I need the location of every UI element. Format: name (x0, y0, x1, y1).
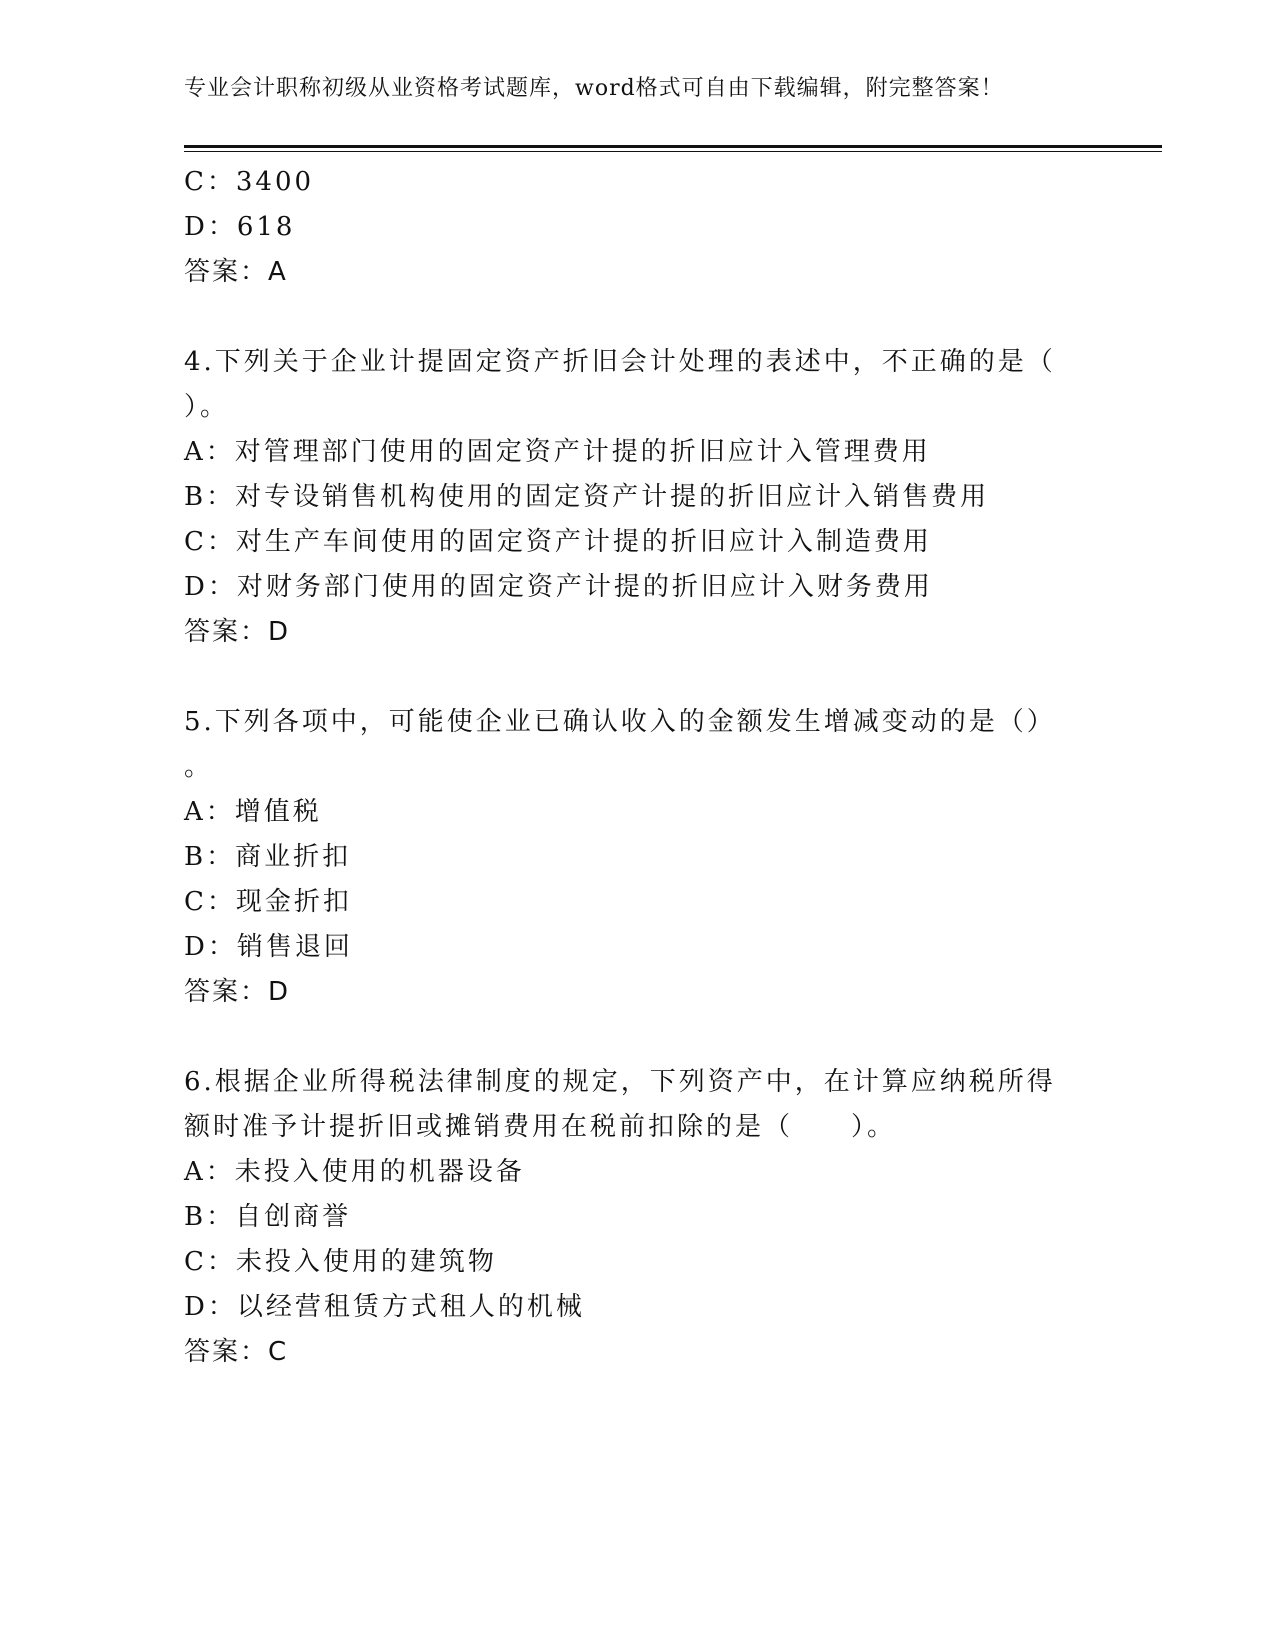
question-4 (184, 340, 1064, 655)
option-c: C：现金折扣 (184, 887, 352, 917)
option-b: B：自创商誉 (184, 1202, 352, 1232)
option-b: B：商业折扣 (184, 842, 352, 872)
option-a: A：未投入使用的机器设备 (184, 1157, 525, 1187)
answer-line: 答案：A (184, 257, 288, 287)
document-body (184, 160, 1064, 1375)
header-rule-thick (184, 145, 1162, 148)
carry-over-block (184, 160, 1064, 295)
header-rule-thin (184, 151, 1162, 152)
option-c: C：3400 (184, 167, 315, 197)
option-d: D：618 (184, 212, 296, 242)
answer-line: 答案：D (184, 977, 291, 1007)
option-b: B：对专设销售机构使用的固定资产计提的折旧应计入销售费用 (184, 482, 990, 512)
question-stem-line2: ）。 (184, 392, 230, 422)
page-header: 专业会计职称初级从业资格考试题库，word格式可自由下载编辑，附完整答案！ (184, 76, 1004, 101)
option-d: D：销售退回 (184, 932, 353, 962)
option-c: C：未投入使用的建筑物 (184, 1247, 497, 1277)
question-stem-line2: 额时准予计提折旧或摊销费用在税前扣除的是（ ）。 (184, 1112, 897, 1142)
answer-line: 答案：C (184, 1337, 289, 1367)
question-stem-line2: 。 (184, 752, 214, 782)
question-stem-line1: 4.下列关于企业计提固定资产折旧会计处理的表述中，不正确的是（ (184, 347, 1056, 377)
spacer (184, 295, 1064, 340)
question-6 (184, 1060, 1064, 1375)
option-d: D：以经营租赁方式租人的机械 (184, 1292, 585, 1322)
spacer (184, 655, 1064, 700)
question-stem-line1: 5.下列各项中，可能使企业已确认收入的金额发生增减变动的是（） (184, 707, 1056, 737)
question-5 (184, 700, 1064, 1015)
answer-line: 答案：D (184, 617, 291, 647)
spacer (184, 1015, 1064, 1060)
option-d: D：对财务部门使用的固定资产计提的折旧应计入财务费用 (184, 572, 933, 602)
option-a: A：对管理部门使用的固定资产计提的折旧应计入管理费用 (184, 437, 931, 467)
option-a: A：增值税 (184, 797, 322, 827)
question-stem-line1: 6.根据企业所得税法律制度的规定，下列资产中，在计算应纳税所得 (184, 1067, 1056, 1097)
option-c: C：对生产车间使用的固定资产计提的折旧应计入制造费用 (184, 527, 932, 557)
